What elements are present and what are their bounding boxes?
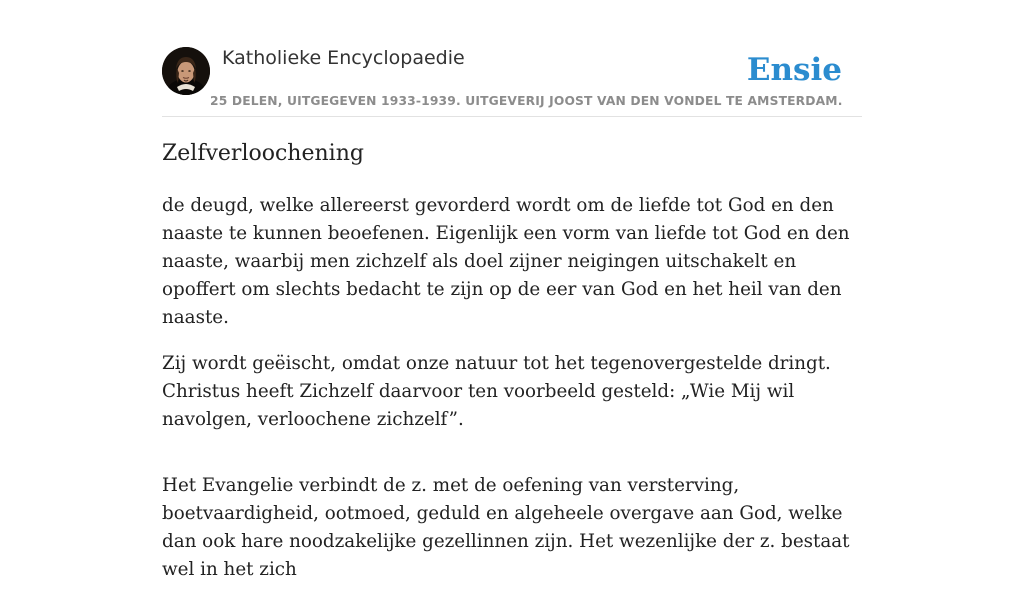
ensie-logo[interactable]: Ensie [746, 52, 842, 88]
article-paragraph: Zij wordt geëischt, omdat onze natuur tot het tegenovergestelde dringt. Christus heeft Zichzelf daarvoor ten voorbeeld gesteld: „Wie Mij wil navolgen, verloochene zichzelf”. [162, 353, 831, 430]
article-title: Zelfverloochening [162, 141, 364, 166]
article-paragraph: de deugd, welke allereerst gevorderd wordt om de liefde tot God en den naaste te kunnen beoefenen. Eigenlijk een vorm van liefde tot God en den naaste, waarbij men zichzelf als doel zijner neigingen uitschakelt en opoffert om slechts bedacht te zijn op de eer van God en het heil van den naaste. [162, 195, 850, 328]
site-header [162, 46, 862, 117]
author-avatar-icon[interactable] [162, 47, 210, 95]
site-title[interactable]: Katholieke Encyclopaedie [222, 47, 465, 69]
portrait-icon [162, 47, 210, 95]
publication-subtitle: 25 DELEN, UITGEGEVEN 1933-1939. UITGEVERIJ JOOST VAN DEN VONDEL TE AMSTERDAM. [210, 94, 843, 108]
article-body [162, 192, 862, 602]
article-paragraph: Het Evangelie verbindt de z. met de oefening van versterving, boetvaardigheid, ootmoed, geduld en algeheele overgave aan God, welke dan ook hare noodzakelijke gezellinnen zijn. Het wezenlijke der z. bestaat wel in het zich [162, 475, 850, 580]
